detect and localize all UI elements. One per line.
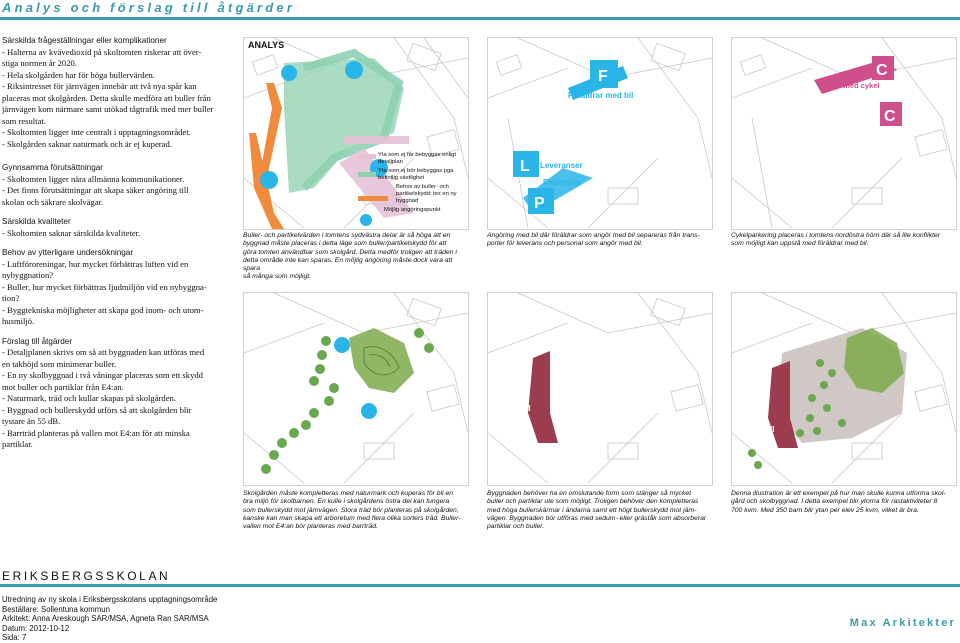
- text-line: partiklar.: [2, 439, 33, 449]
- text-line: tystare än 55 dB.: [2, 416, 61, 426]
- text-line: - Skolgården saknar naturmark och är ej kuperad.: [2, 138, 172, 149]
- text-line: - Riksintresset för järnvägen innebär att två nya spår kan: [2, 81, 197, 91]
- legend-item: Möjlig angöringspunkt: [384, 207, 441, 213]
- text-line: - Halterna av kvävedioxid på skoltomten riskerar att över-: [2, 46, 202, 57]
- footer-rule: [0, 584, 960, 587]
- caption-line: göra tomten användbar som skolgård. Detta medför troligen att träden i: [243, 248, 457, 256]
- hill-area: [349, 328, 414, 393]
- info-line: Beställare: Sollentuna kommun: [2, 604, 110, 614]
- caption-line: som bullerskydd mot järnvägen. Stora träd bör planteras på skolgården,: [243, 506, 459, 514]
- parking-map-drawing: [488, 38, 712, 229]
- section-heading: Förslag till åtgärder: [2, 336, 73, 346]
- text-line: - Skoltomten ligger nära allmänna kommunikationer.: [2, 173, 185, 184]
- access-point-icon: [345, 61, 363, 79]
- text-line: - Byggnad och bullerskydd utförs så att skolgården blir: [2, 404, 192, 415]
- text-line: järnvägen kom närmare samt utökad tågtrafik med mer buller: [2, 104, 214, 114]
- analysis-text: [2, 35, 234, 459]
- caption-line: buller och partiklar ute som möjligt. Troligen behöver den kompletteras: [487, 498, 699, 506]
- school-name: ERIKSBERGSSKOLAN: [2, 569, 171, 583]
- section-complications: [2, 35, 234, 150]
- c-marker-secondary-text: C: [884, 108, 896, 125]
- caption-example: [731, 490, 957, 515]
- f-marker-text: F: [598, 68, 608, 85]
- legend-item: Yta som ej får bebyggas enligt detaljplan: [378, 152, 456, 165]
- caption-line: Denna illustration är ett exempel på hur man skulle kunna utforma skol-: [731, 490, 946, 497]
- caption-line: Skolgården måste kompletteras med naturmark och kuperas för bli en: [243, 490, 454, 497]
- caption-line: Angöring med bil där föräldrar som angör med bil separeras från trans-: [487, 232, 700, 239]
- info-line: Sida: 7: [2, 633, 27, 643]
- text-line: husmiljö.: [2, 316, 35, 326]
- caption-line: så många som möjligt.: [243, 273, 311, 281]
- caption-line: vägen. Byggnaden bör utföras med sedum- eller gräståk som absorberar: [487, 514, 707, 522]
- p-marker-text: P: [534, 195, 545, 212]
- example-map-drawing: [732, 293, 956, 485]
- firm-name: Max Arkitekter: [849, 617, 956, 629]
- text-line: placeras mot skolgården. Detta skulle medföra att buller från: [2, 92, 211, 103]
- nature-map: [243, 292, 469, 486]
- access-point-icon: [334, 337, 350, 353]
- parking-label: Parkering: [543, 178, 580, 187]
- text-line: - Naturmark, träd och kullar skapas på skolgården.: [2, 393, 176, 403]
- header-rule: [0, 17, 960, 20]
- text-line: - Hela skolgården har för höga bullervärden.: [2, 69, 155, 80]
- nature-map-drawing: [244, 293, 468, 485]
- caption-line: Cykelparkering placeras i tomtens nordöstra hörn där så lite konflikter: [731, 232, 940, 239]
- text-line: - Byggtekniska möjligheter att skapa god inom- och utom-: [2, 304, 204, 315]
- map-legend: [358, 152, 468, 228]
- legend-swatch-access-icon: [360, 214, 372, 226]
- text-line: - En ny skolbyggnad i två våningar placeras som ett skydd: [2, 370, 203, 380]
- caption-line: bra miljö för skolbarnen. En kulle i skolgårdens östra del kan fungera: [243, 498, 450, 506]
- section-heading: Särskilda frågeställningar eller komplikationer: [2, 36, 167, 45]
- example-map: [731, 292, 957, 486]
- parking-map: [487, 37, 713, 230]
- caption-line: partiklar och buller.: [487, 523, 545, 531]
- text-line: stiga normen år 2020.: [2, 58, 77, 68]
- text-line: skolan och säkrare skolvägar.: [2, 196, 104, 207]
- caption-building: [487, 490, 717, 531]
- text-line: - Skoltomten ligger inte centralt i upptagningsområdet.: [2, 127, 191, 137]
- caption-line: byggnad måste placeras i detta läge som buller/partikelskydd för att: [243, 240, 447, 248]
- section-qualities: [2, 216, 234, 239]
- building-storey-label: II: [526, 404, 531, 413]
- text-line: - Luftföroreningar, hur mycket förbättras luften vid en: [2, 258, 189, 269]
- text-line: - Det finns förutsättningar att skapa säker angöring till: [2, 185, 189, 195]
- school-building: [528, 351, 558, 443]
- caption-line: detta område inte kan sparas. En möjlig angöring måste dock vara att spara: [243, 256, 453, 273]
- caption-line: 700 kvm. Med 350 barn blir ytan per elev 25 kvm, vilket är bra.: [731, 506, 919, 514]
- analys-label: ANALYS: [248, 40, 285, 50]
- page-title: Analys och förslag till åtgärder: [2, 0, 296, 15]
- caption-nature: [243, 490, 473, 531]
- section-measures: [2, 336, 234, 451]
- caption-line: som möjligt kan uppstå med föräldrar med bil.: [731, 240, 869, 248]
- building-map-drawing: [488, 293, 712, 485]
- caption-line: Buller- och partikelvärden i tomtens sydvästra delar är så höga att en: [243, 232, 451, 239]
- parent-dropoff-label: Föräldrar med bil: [568, 91, 634, 100]
- text-line: - Buller, hur mycket förbättras ljudmiljön vid en nybyggna-: [2, 281, 207, 292]
- text-line: en takhöjd som minimerar buller.: [2, 358, 117, 369]
- text-line: mot buller och partiklar från E4:an.: [2, 381, 124, 392]
- caption-line: gård och skolbyggnad. I detta exempel blir ytorna för rastaktiviteter 8: [731, 498, 938, 506]
- caption-line: porter för leverans och personal som angör med bil.: [487, 240, 643, 248]
- text-line: nybyggnation?: [2, 270, 54, 280]
- legend-item: Behov av buller- och partikelskydd; tex en ny byggnad: [396, 184, 457, 204]
- building-storey-label: II: [770, 425, 775, 434]
- text-line: tion?: [2, 293, 20, 303]
- section-heading: Särskilda kvaliteter: [2, 217, 71, 226]
- section-investigations: [2, 247, 234, 328]
- legend-item: Yta som ej bör bebyggas pga befintlig växtlighet: [378, 168, 454, 181]
- section-heading: Gynnsamma förutsättningar: [2, 163, 104, 172]
- info-line: Datum: 2012-10-12: [2, 623, 70, 633]
- section-heading: Behov av ytterligare undersökningar: [2, 248, 134, 257]
- access-point-icon: [281, 65, 297, 81]
- text-line: - Barrträd planteras på vallen mot E4:an för att minska: [2, 427, 190, 438]
- cycle-map: [731, 37, 957, 230]
- text-line: - Skoltomten saknar särskilda kvaliteter.: [2, 227, 141, 238]
- building-map: [487, 292, 713, 486]
- cycle-label: Barn med cykel: [824, 81, 880, 90]
- delivery-label: Leveranser: [540, 161, 583, 170]
- text-line: som resultat.: [2, 115, 46, 126]
- info-line: Utredning av ny skola i Eriksbergsskolans upptagningsområde: [2, 595, 218, 604]
- access-point-icon: [260, 171, 278, 189]
- text-line: - Detaljplanen skrivs om så att byggnaden kan utföras med: [2, 347, 205, 357]
- caption-line: vallen mot E4:an bör planteras med barrträd.: [243, 523, 378, 531]
- access-point-icon: [361, 403, 377, 419]
- caption-line: kanske kan man skapa ett arboretum med flera olika sorters träd. Buller-: [243, 514, 461, 522]
- caption-parking: [487, 232, 713, 249]
- cycle-map-drawing: [732, 38, 956, 229]
- caption-line: med höga bullerskärmar i ändarna samt ett högt bullerskydd mot järn-: [487, 506, 697, 514]
- l-marker-text: L: [520, 158, 530, 175]
- caption-line: Byggnaden behöver ha en omslutande form som stänger så mycket: [487, 490, 692, 497]
- c-marker-text: C: [876, 62, 888, 79]
- info-line: Arkitekt: Anna Areskough SAR/MSA, Agneta Ran SAR/MSA: [2, 614, 209, 624]
- section-favorable: [2, 162, 234, 208]
- caption-cycle: [731, 232, 957, 249]
- caption-analys: [243, 232, 471, 282]
